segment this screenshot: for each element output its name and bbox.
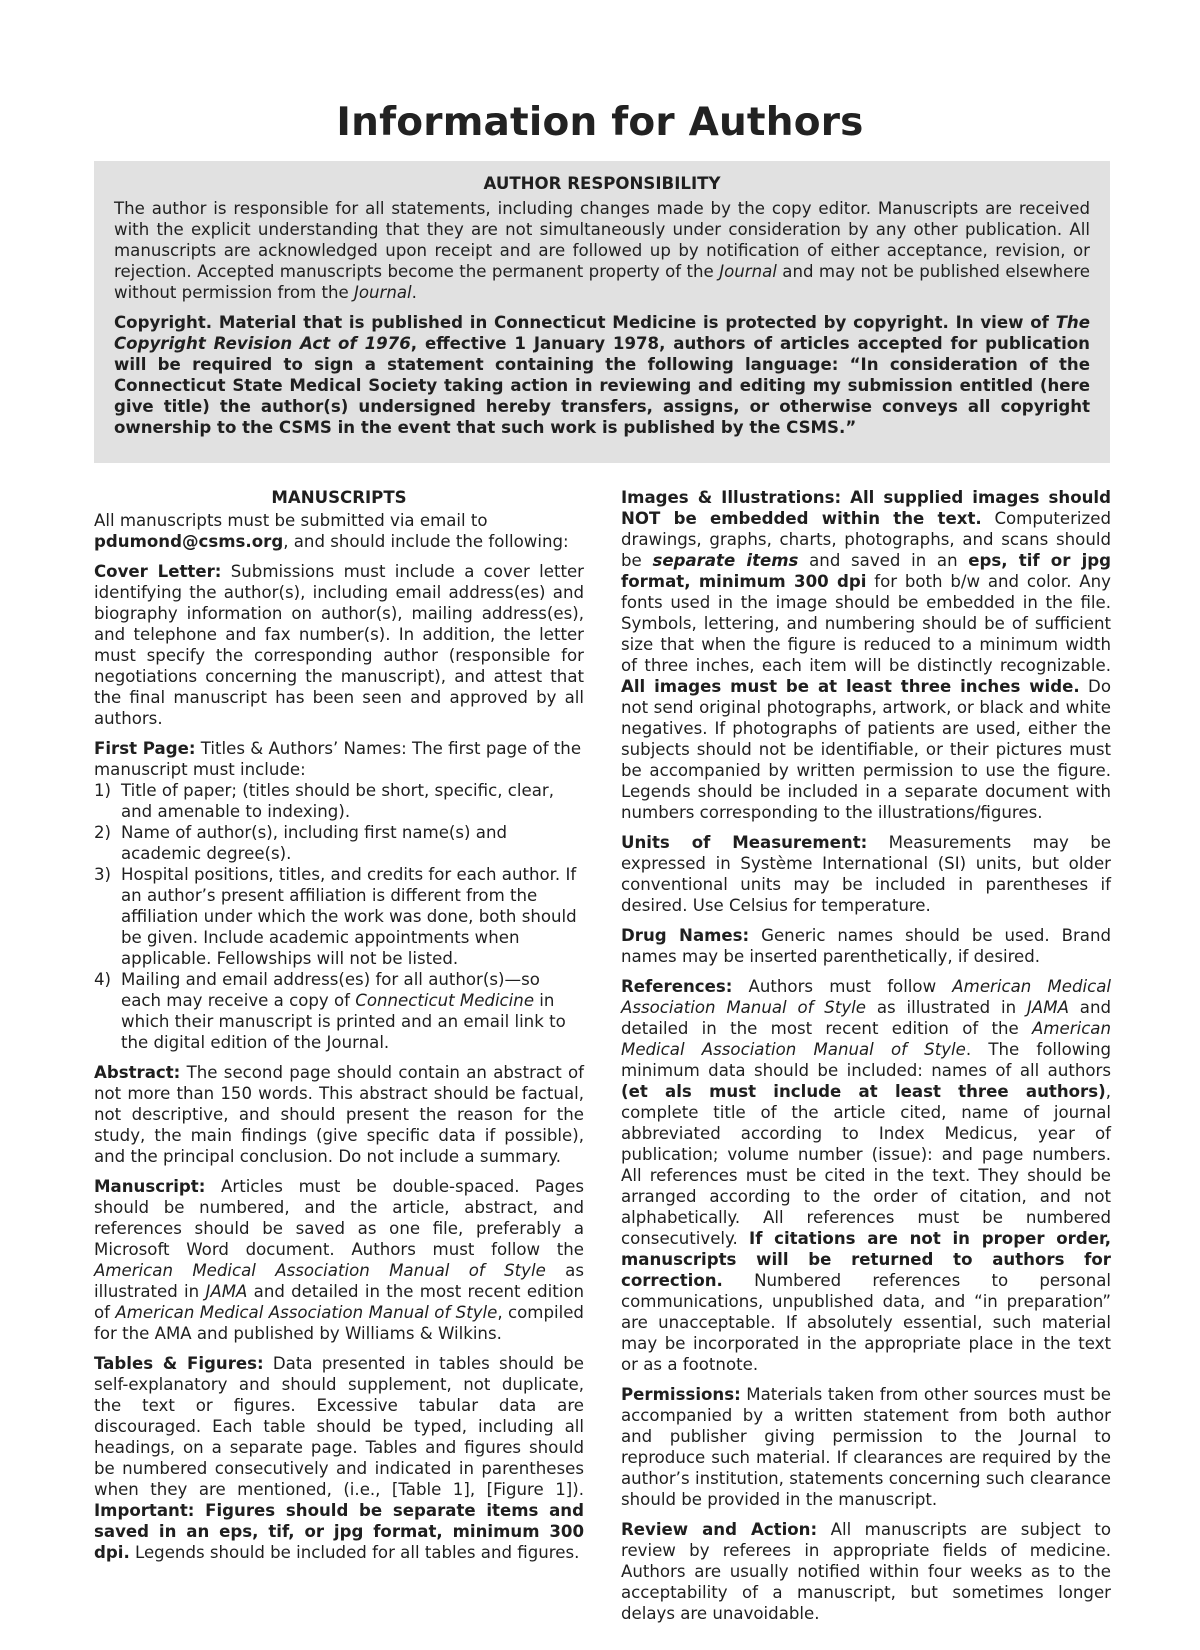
first-page-label: First Page: [94,739,196,758]
text-span: Numbered references to personal communications, unpublished data, and “in preparation” are unacceptable. If absolutely essential, such material may be incorporated in the appropriate place in the text or as a footnote. [621,1271,1111,1374]
abstract-label: Abstract: [94,1063,181,1082]
text-span: Copyright. Material that is published in Connecticut Medicine is protected by copyright. In view of [114,313,1056,332]
text-span: . The following minimum data should be included: names of all authors [621,1040,1111,1080]
text-span: Generic names should be used. Brand names may be inserted parenthetically, if desired. [621,926,1111,966]
list-item-text: Hospital positions, titles, and credits for each author. If an author’s present affiliation is different from the affiliation under which the work was done, both should be given. Include academic appointments when applicable. Fellowships will not be listed. [121,865,577,968]
manuscript-label: Manuscript: [94,1177,206,1196]
list-number: 1) [94,781,112,800]
text-span: Data presented in tables should be self-explanatory and should supplement, not duplicate, the text or figures. Excessive tabular data are discouraged. Each table should be typed, including all headings, on a separate page. Tables and figures should be numbered consecutively and indicated in parentheses when they are mentioned, (i.e., [Table 1], [Figure 1]). [94,1354,584,1499]
images-paragraph [621,487,1111,823]
text-span: Do not send original photographs, artwork, or black and white negatives. If photographs of patients are used, either the subjects should not be identifiable, or their pictures must be accompanied by written permission to use the figure. Legends should be included in a separate document with numbers corresponding to the illustrations/figures. [621,677,1111,822]
text-span: and detailed in the most recent edition of [94,1282,584,1322]
text-span: The second page should contain an abstract of not more than 150 words. This abstract should be factual, not descriptive, and should present the reason for the study, the main findings (give specific data if possible), and the principal conclusion. Do not include a summary. [94,1063,584,1166]
text-span: for both b/w and color. Any fonts used in the image should be embedded in the file. Symbols, lettering, and numbering should be of sufficient size that when the figure is reduced to a minimum width of three inches, each item will be distinctly recognizable. [621,572,1111,675]
tables-important-note: Important: Figures should be separate items and saved in an eps, tif, or jpg format, minimum 300 dpi. [94,1501,584,1562]
images-label: Images & Illustrations: All supplied images should NOT be embedded within the text. [621,488,1111,528]
copyright-text [114,312,1090,438]
jama-italic: JAMA [205,1282,248,1301]
list-item-text: Mailing and email address(es) for all author(s)—so each may receive a copy of [121,970,540,1010]
ama-italic: American Medical Association Manual of Style [621,977,1111,1017]
manuscripts-heading: MANUSCRIPTS [271,488,407,507]
text-span: as illustrated in [865,998,1028,1017]
text-span: Articles must be double-spaced. Pages should be numbered, and the article, abstract, and references should be saved as one file, preferably a Microsoft Word document. Authors must follow the [94,1177,584,1259]
author-responsibility-text [114,198,1090,303]
ama-italic: American Medical Association Manual of Style [94,1261,546,1280]
journal-italic: Journal [353,283,412,302]
units-label: Units of Measurement: [621,833,868,852]
list-item-text: Name of author(s), including first name(s) and academic degree(s). [121,823,508,863]
drug-names-label: Drug Names: [621,926,750,945]
units-paragraph [621,832,1111,916]
text-span: . [411,283,417,302]
journal-italic: Connecticut Medicine [355,991,535,1010]
text-span: Submissions must include a cover letter identifying the author(s), including email address(es) and biography information on author(s), mailing address(es), and telephone and fax number(s). In addition, the letter must specify the corresponding author (responsible for negotiations concerning the manuscript), and attest that the final manuscript has been seen and approved by all authors. [94,562,584,728]
left-column [94,487,584,1572]
permissions-paragraph [621,1384,1111,1510]
text-span: Legends should be included for all tables and figures. [129,1543,580,1562]
jama-italic: JAMA [1027,998,1069,1017]
image-width-emphasis: All images must be at least three inches wide. [621,677,1080,696]
text-span: , effective 1 January 1978, authors of articles accepted for publication will be required to sign a statement containing the following language: “In consideration of the Connecticut State Medical Society taking action in reviewing and editing my submission entitled (here give title) the author(s) undersigned hereby transfers, assigns, or otherwise conveys all copyright ownership to the CSMS in the event that such work is published by the CSMS.” [114,334,1090,437]
text-span: All manuscripts are subject to review by referees in appropriate fields of medicine. Authors are usually notified within four weeks as to the acceptability of a manuscript, but sometimes longer delays are unavoidable. [621,1520,1111,1623]
text-span: , complete title of the article cited, name of journal abbreviated according to Index Medicus, year of publication; volume number (issue): and page numbers. All references must be cited in the text. They should be arranged according to the order of citation, and not alphabetically. All references must be numbered consecutively. [621,1082,1111,1248]
review-label: Review and Action: [621,1520,818,1539]
list-number: 3) [94,865,112,884]
manuscript-paragraph [94,1176,584,1344]
cover-letter-paragraph [94,561,584,729]
text-span: Authors must follow [732,977,953,996]
permissions-label: Permissions: [621,1385,741,1404]
text-span: , compiled for the AMA and published by Williams & Wilkins. [94,1303,584,1343]
et-al-emphasis: (et als must include at least three authors) [621,1082,1106,1101]
cover-letter-label: Cover Letter: [94,562,222,581]
text-span: Computerized drawings, graphs, charts, photographs, and scans should be [621,509,1111,570]
image-format-emphasis: eps, tif or jpg format, minimum 300 dpi [621,551,1112,591]
manuscripts-intro [94,510,584,552]
separate-items-emphasis: separate items [652,551,799,570]
text-span: Measurements may be expressed in Système International (SI) units, but older conventional units may be included in parentheses if desired. Use Celsius for temperature. [621,833,1111,915]
ama-italic: American Medical Association Manual of Style [115,1303,498,1322]
page-title: Information for Authors [336,100,864,145]
list-item [94,780,584,822]
author-responsibility-heading: AUTHOR RESPONSIBILITY [483,174,721,193]
first-page-paragraph [94,738,584,780]
list-item [94,822,584,864]
author-responsibility-box [94,161,1110,463]
text-span: and saved in an [798,551,969,570]
text-span: Materials taken from other sources must be accompanied by a written statement from both author and publisher giving permission to the Journal to reproduce such material. If clearances are required by the author’s institution, statements concerning such clearance should be provided in the manuscript. [621,1385,1111,1509]
list-item-text: in which their manuscript is printed and an email link to the digital edition of the Journal. [121,991,566,1052]
text-span: as illustrated in [94,1261,584,1301]
tables-figures-paragraph [94,1353,584,1563]
references-paragraph [621,976,1111,1375]
abstract-paragraph [94,1062,584,1167]
text-span: The author is responsible for all statements, including changes made by the copy editor. Manuscripts are received with the explicit understanding that they are not simultaneously under consideration by any other publication. All manuscripts are acknowledged upon receipt and are followed up by notification of either acceptance, revision, or rejection. Accepted manuscripts become the permanent property of the [114,199,1090,281]
list-item [94,864,584,969]
list-number: 2) [94,823,112,842]
list-item [94,969,584,1053]
drug-names-paragraph [621,925,1111,967]
text-span: , and should include the following: [283,532,569,551]
review-paragraph [621,1519,1111,1624]
text-span: Titles & Authors’ Names: The first page of the manuscript must include: [94,739,582,779]
list-number: 4) [94,970,112,989]
copyright-act-italic: The Copyright Revision Act of 1976 [114,313,1090,353]
citation-order-warning: If citations are not in proper order, manuscripts will be returned to authors for correction. [621,1229,1112,1290]
text-span: All manuscripts must be submitted via email to [94,511,488,530]
text-span: and detailed in the most recent edition of the [621,998,1112,1038]
text-span: and may not be published elsewhere without permission from the [114,262,1090,302]
tables-figures-label: Tables & Figures: [94,1354,264,1373]
journal-italic: Journal [719,262,777,281]
submission-email-link[interactable]: pdumond@csms.org [94,532,284,551]
list-item-text: Title of paper; (titles should be short, specific, clear, and amenable to indexing). [121,781,554,821]
right-column [621,487,1111,1633]
first-page-list [94,780,584,1053]
references-label: References: [621,977,733,996]
ama-italic: American Medical Association Manual of Style [621,1019,1111,1059]
